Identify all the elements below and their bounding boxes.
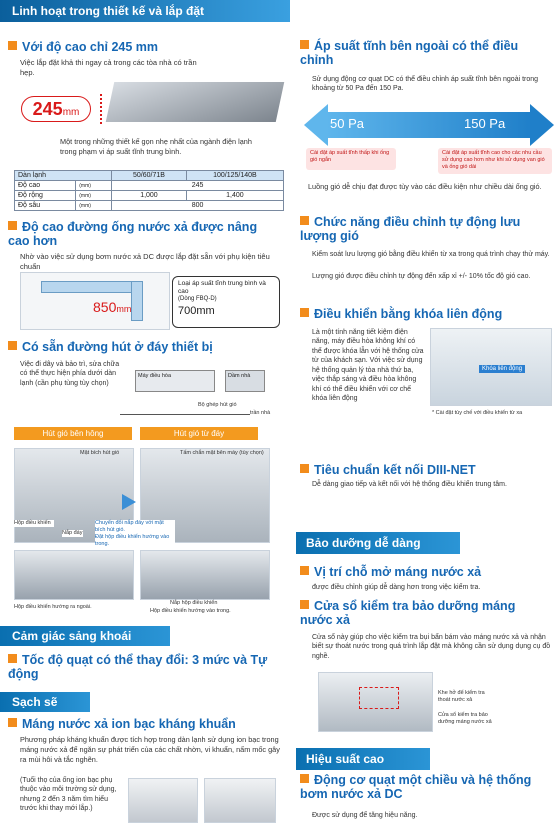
clean-banner (0, 692, 90, 712)
s3-title: Có sẵn đường hút ở đáy thiết bị (8, 341, 278, 355)
bullet-icon (8, 654, 17, 663)
pipe-height-value: 850 (93, 299, 117, 315)
comfort-banner-text: Cảm giác sảng khoái (12, 629, 132, 643)
table-row: Độ rộng (mm) 1,000 1,400 (15, 191, 284, 201)
bullet-icon (300, 774, 309, 783)
spec-table (14, 170, 284, 211)
ducted-unit-image (106, 82, 285, 122)
pipe-shape (41, 281, 141, 293)
ceiling-line (120, 414, 250, 415)
r5-lbl2: Cửa sổ kiểm tra bảo dưỡng máng nước xả (438, 712, 492, 725)
bullet-icon (300, 40, 309, 49)
bullet-icon (8, 221, 17, 230)
bottom-suction-label: Hút gió từ đáy (140, 427, 258, 440)
side-suction-label: Hút gió bên hông (14, 427, 132, 440)
bullet-icon (300, 216, 309, 225)
pa-right: 150 Pa (464, 116, 506, 131)
window-highlight (359, 687, 399, 709)
table-header-cell: Dàn lạnh (15, 171, 112, 181)
s5-title: Máng nước xả ion bạc kháng khuẩn (8, 718, 283, 732)
bullet-icon (300, 566, 309, 575)
r6-desc: Được sử dụng để tăng hiệu năng. (312, 812, 418, 819)
cap-filter: Nắp đáy (62, 530, 83, 536)
box-value: 700mm (178, 304, 215, 317)
r1-title: Áp suất tĩnh bên ngoài có thể điều chỉnh (300, 39, 519, 67)
bullet-icon (8, 341, 17, 350)
s1-caption: Một trong những thiết kế gọn nhẹ nhất của ngành điện lạnh trong phạm vi áp suất tĩnh trung bình. (60, 137, 252, 156)
interlock-image (430, 328, 552, 406)
diagram-ceiling-label: trần nhà (250, 410, 271, 416)
static-pressure-box (172, 276, 280, 328)
bottom-unit-image-2 (140, 550, 270, 600)
bullet-icon (8, 41, 17, 50)
s1-desc: Việc lắp đặt khả thi ngay cả trong các tòa nhà có trần hẹp. (20, 58, 197, 78)
height-value: 245 (32, 99, 63, 119)
r2-desc2: Lượng gió được điều chỉnh tự động đến xấp xỉ +/- 10% tốc độ gió cao. (312, 273, 531, 280)
cap-bottom-top: Tấm chắn mặt bên máy (tùy chọn) (180, 450, 264, 456)
height-unit: mm (62, 107, 80, 118)
bullet-icon (300, 308, 309, 317)
pipe-height-label (93, 299, 131, 317)
box-line2: (Dòng FBQ-D) (178, 296, 217, 303)
performance-banner (296, 748, 430, 770)
r5-title1: Vị trí chỗ mở máng nước xả (300, 566, 550, 580)
table-row: Độ sâu (mm) 800 (15, 201, 284, 211)
r2-title: Chức năng điều chỉnh tự động lưu lượng gió (300, 215, 521, 243)
interlock-label: Khóa liên động (479, 365, 525, 373)
s1-height-badge (21, 96, 91, 122)
drain-pipe-image (20, 272, 170, 330)
silver-ion-image-2 (204, 778, 276, 823)
interlock-note: * Cài đặt tùy chế với điều khiển từ xa (432, 410, 523, 416)
s4-title: Tốc độ quạt có thể thay đổi: 3 mức và Tự động (8, 653, 268, 681)
silver-ion-image-1 (128, 778, 198, 823)
diagram-room: Dầm nhà (225, 370, 265, 392)
r5-desc1: được điều chỉnh giúp dễ dàng hơn trong việc kiểm tra. (312, 584, 481, 591)
top-banner (0, 0, 290, 22)
maintenance-banner (296, 532, 460, 554)
s3-desc: Việc đi dây và bảo trì, sửa chữa có thể thực hiện phía dưới dàn lạnh (cần phụ tùng tùy chọn) (20, 361, 120, 387)
drain-window-image (318, 672, 433, 732)
arrow-right-icon (122, 494, 136, 510)
arrow-left-head-icon (304, 104, 328, 146)
cap-side-top: Mặt bích hút gió (80, 450, 120, 456)
height-arrow-icon (100, 94, 102, 124)
pipe-vertical (131, 281, 143, 321)
r1-desc: Sử dụng động cơ quạt DC có thể điều chỉnh áp suất tĩnh bên ngoài trong khoảng từ 50 Pa đến 150 Pa. (312, 76, 539, 93)
cap-bottom3: Hộp điều khiển hướng vào trong. (150, 608, 231, 614)
cap-note: Chuyển đổi nắp đáy với mặt bích hút gió. Đặt hộp điều khiển hướng vào trong. (95, 520, 175, 548)
r3-desc: Là một tính năng tiết kiệm điện năng, máy điều hòa không khí có thể được khóa lẫn với hệ thống cửa từ của khách sạn. Với việc sử dụng hệ thống quản lý tòa nhà thứ ba, việc thắp sáng và điều hòa không khí có thể điều khiển với cơ chế khóa liên động (312, 329, 424, 403)
performance-banner-text: Hiệu suất cao (306, 752, 385, 766)
pressure-arrow (304, 104, 554, 146)
r5-desc2: Cửa sổ này giúp cho việc kiểm tra bụi bẩn bám vào máng nước xả và nhận biết sự thoát nước trong quá trình lắp đặt mà không cần sử dụng dụng cụ đồ nghề. (312, 634, 551, 660)
bottom-suction-diagram (120, 362, 280, 418)
cap-bottom2: Nắp hộp điều khiển (170, 600, 218, 606)
arrow-right-head-icon (530, 104, 554, 146)
r4-desc: Dễ dàng giao tiếp và kết nối với hệ thống điều khiển trung tâm. (312, 481, 507, 488)
diagram-unit: Máy điều hòa (135, 370, 215, 392)
s2-desc: Nhờ vào việc sử dụng bơm nước xả DC được lắp đặt sẵn với phụ kiện tiêu chuẩn (20, 252, 270, 272)
r6-title: Động cơ quạt một chiều và hệ thống bơm nước xả DC (300, 773, 532, 801)
clean-banner-text: Sạch sẽ (12, 695, 58, 709)
r1-footer: Luồng gió dễ chịu đạt được tùy vào các điều kiện như chiều dài ống gió. (308, 182, 542, 191)
pa-left: 50 Pa (330, 116, 364, 131)
bullet-icon (300, 464, 309, 473)
r3-title: Điều khiển bằng khóa liên động (300, 308, 550, 322)
top-banner-text: Linh hoạt trong thiết kế và lắp đặt (12, 4, 205, 18)
bottom-unit-image-1 (14, 550, 134, 600)
maintenance-banner-text: Bảo dưỡng dễ dàng (306, 536, 421, 550)
r4-title: Tiêu chuẩn kết nối DIII-NET (300, 464, 550, 478)
cap-bottom1: Hộp điều khiển hướng ra ngoài. (14, 604, 92, 610)
r5-lbl1: Khe hở để kiểm tra thoát nước xả (438, 690, 485, 703)
r2-desc1: Kiểm soát lưu lượng gió bằng điều khiển từ xa trong quá trình chạy thử máy. (312, 251, 550, 258)
s5-desc1: Phương pháp kháng khuẩn được tích hợp trong dàn lạnh sử dụng ion bạc trong máng nước xả để ngăn sự phát triển của các chất nhờn, vi khuẩn, nấm mốc gây ra mùi hôi và tắc nghẽn. (20, 735, 280, 764)
left-pressure-note: Cài đặt áp suất tĩnh thấp khi ống gió ngắn (306, 148, 396, 170)
bullet-icon (300, 600, 309, 609)
s2-title: Độ cao đường ống nước xả được nâng cao hơn (8, 220, 258, 248)
right-pressure-note: Cài đặt áp suất tĩnh cao cho các nhu cầu sử dụng cao hơn như khi sử dụng van gió và ống gió dài (438, 148, 552, 174)
table-header-cell: 100/125/140B (186, 171, 283, 181)
bullet-icon (8, 718, 17, 727)
pipe-height-unit: mm (116, 304, 132, 314)
comfort-banner (0, 626, 170, 646)
box-line1: Loại áp suất tĩnh trung bình và cao (178, 280, 266, 296)
diagram-grille-label: Bộ ghép hút gió (198, 402, 237, 408)
cap-box: Hộp điều khiển (14, 520, 54, 527)
s5-desc2: (Tuổi thọ của ống ion bạc phụ thuộc vào môi trường sử dụng, nhưng 2 đến 3 năm tìm hiểu trước khi thay mới lắp.) (20, 777, 117, 813)
s1-title: Với độ cao chỉ 245 mm (8, 41, 278, 55)
table-row: Độ cao (mm) 245 (15, 181, 284, 191)
table-header-cell: 50/60/71B (112, 171, 187, 181)
r5-title2: Cửa sổ kiểm tra bảo dưỡng máng nước xả (300, 599, 516, 627)
